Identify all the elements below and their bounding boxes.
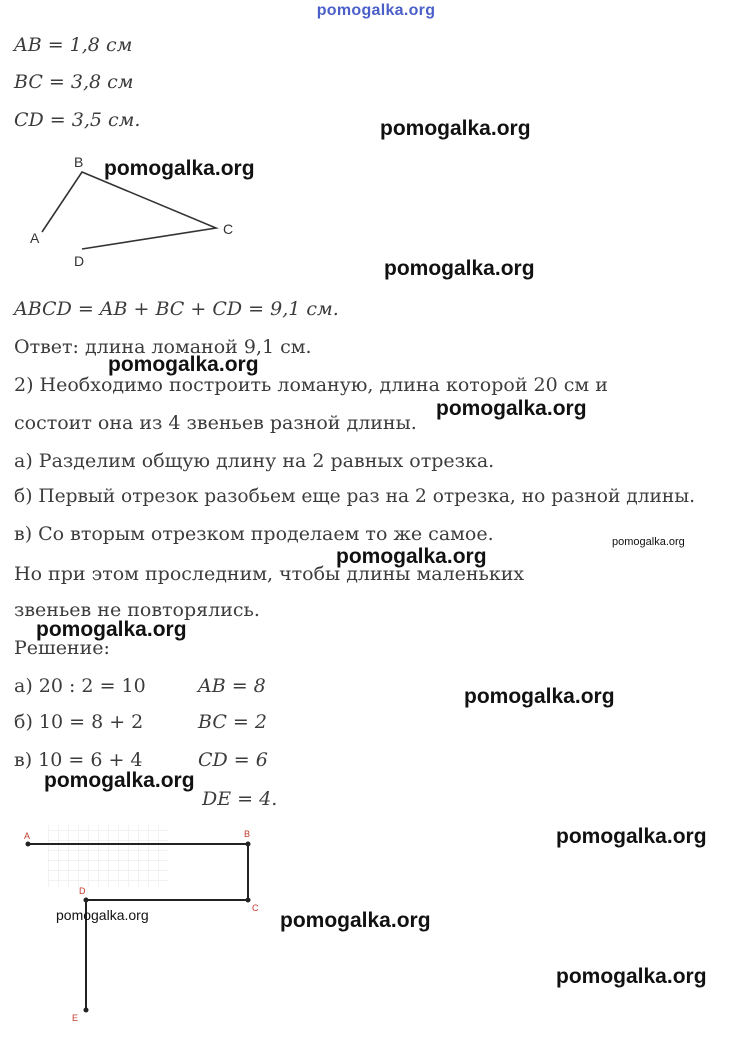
line-sol-v: в) 10 = 6 + 4	[14, 749, 143, 771]
figure1-label-c: C	[223, 221, 234, 237]
watermark: pomogalka.org	[108, 353, 259, 376]
watermark: pomogalka.org	[436, 397, 587, 420]
figure2-label-a: A	[24, 831, 31, 841]
line-task2-1: 2) Необходимо построить ломаную, длина которой 20 см и	[14, 374, 608, 396]
line-task2-2: состоит она из 4 звеньев разной длины.	[14, 412, 417, 434]
figure1-label-d: D	[74, 253, 85, 269]
watermark: pomogalka.org	[612, 536, 685, 548]
line-ab: AB = 1,8 см	[14, 34, 133, 56]
line-sol-de: DE = 4.	[202, 788, 278, 810]
point-e	[84, 1008, 89, 1013]
line-sol-v-result: CD = 6	[198, 749, 268, 771]
point-b	[246, 842, 251, 847]
line-step-a: а) Разделим общую длину на 2 равных отрезка.	[14, 450, 495, 472]
watermark: pomogalka.org	[36, 618, 187, 641]
line-note-1: Но при этом проследним, чтобы длины маленьких	[14, 563, 525, 585]
watermark: pomogalka.org	[56, 907, 149, 923]
watermark: pomogalka.org	[280, 909, 431, 932]
line-answer: Ответ: длина ломаной 9,1 см.	[14, 336, 312, 358]
figure2-label-d: D	[79, 886, 86, 896]
figure2-label-e: E	[72, 1013, 79, 1023]
line-cd: CD = 3,5 см.	[14, 109, 141, 131]
figure2-label-c: C	[252, 903, 259, 913]
line-step-b: б) Первый отрезок разобьем еще раз на 2 отрезка, но разной длины.	[14, 486, 696, 507]
line-bc: BC = 3,8 см	[14, 71, 134, 93]
watermark: pomogalka.org	[104, 157, 255, 180]
line-step-v: в) Со вторым отрезком проделаем то же самое.	[14, 523, 494, 545]
grid-background	[48, 825, 168, 887]
watermark: pomogalka.org	[556, 965, 707, 988]
figure1-label-b: B	[74, 154, 84, 170]
point-d	[84, 898, 89, 903]
polyline-abcd	[42, 172, 216, 249]
watermark: pomogalka.org	[464, 685, 615, 708]
line-sol-a: а) 20 : 2 = 10	[14, 675, 146, 697]
point-a	[26, 842, 31, 847]
line-sum: ABCD = AB + BC + CD = 9,1 см.	[14, 298, 339, 320]
line-sol-a-result: AB = 8	[198, 675, 266, 697]
figure1-label-a: A	[30, 230, 40, 246]
watermark: pomogalka.org	[380, 117, 531, 140]
watermark: pomogalka.org	[384, 257, 535, 280]
line-sol-b-result: BC = 2	[198, 711, 267, 733]
point-c	[246, 898, 251, 903]
watermark: pomogalka.org	[556, 825, 707, 848]
line-solution: Решение:	[14, 637, 110, 659]
figure2-label-b: B	[244, 829, 251, 839]
header-watermark[interactable]: pomogalka.org	[316, 2, 436, 19]
line-note-2: звеньев не повторялись.	[14, 599, 260, 621]
watermark: pomogalka.org	[44, 769, 195, 792]
watermark: pomogalka.org	[336, 545, 487, 568]
line-sol-b: б) 10 = 8 + 2	[14, 711, 144, 733]
